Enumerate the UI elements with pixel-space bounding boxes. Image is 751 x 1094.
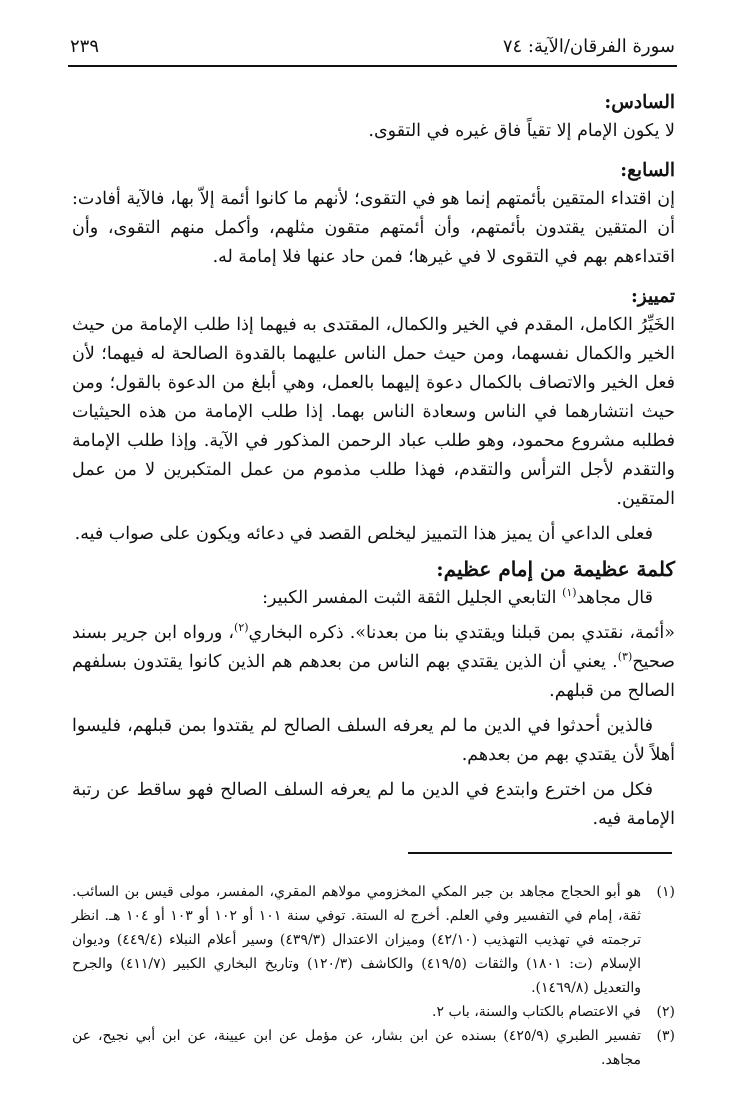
surah-verse-title: سورة الفرقان/الآية: ٧٤ [502, 36, 675, 57]
footnote-text: تفسير الطبري (٤٢٥/٩) بسنده عن ابن بشار، عن مؤمل عن ابن عيينة، عن ابن أبي نجيح، عن مجاهد. [72, 1028, 641, 1068]
footnote-number: (١) [656, 884, 675, 900]
paragraph-distinction: الخَيِّرُ الكامل، المقدم في الخير والكمال، المقتدى به فيهما إذا طلب الإمامة من حيث الخير والكمال نفسهما، ومن حيث حمل الناس عليهما بالقدوة الصالحة له فيهما؛ لأن فعل الخير والاتصاف بالكمال دعوة إليهما بالعمل، وهي أبلغ من الدعوة بالقول؛ ومن حيث انتشارهما في الناس وسعادة الناس بهما. إذا طلب الإمامة من هذه الحيثيات فطلبه مشروع محمود، وهو طلب عباد الرحمن المذكور في الآية. وإذا طلب الإمامة والتقدم لأجل الترأس والتقدم، فهذا طلب مذموم من عمل المتكبرين لا من عمل المتقين. [72, 315, 675, 509]
footnote-text: هو أبو الحجاج مجاهد بن جبر المكي المخزومي مولاهم المقري، المفسر، مولى قيس بن السائب. ثقة، إمام في التفسير وفي العلم. أخرج له الستة. توفي سنة ١٠١ أو ١٠٢ أو ١٠٣ أو ١٠٤ هـ. انظر ترجمته في تهذيب التهذيب (٤٢/١٠) وميزان الاعتدال (٤٣٩/٣) وسير أعلام النبلاء (٤٤٩/٤) وديوان الإسلام (ت: ١٨٠١) والثقات (٤١٩/٥) والكاشف (١٢٠/٣) وتاريخ البخاري الكبير (٤١١/٧) والجرح والتعديل (١٤٦٩/٨). [72, 884, 641, 996]
intro-text: قال مجاهد [576, 588, 653, 608]
footnote-ref-3: (٣) [617, 650, 633, 664]
heading-seventh: السابع: [620, 160, 675, 181]
header-divider [68, 65, 677, 67]
paragraph-conclusion: فكل من اخترع وابتدع في الدين ما لم يعرفه السلف الصالح فهو ساقط عن رتبة الإمامة فيه. [72, 780, 675, 829]
paragraph-mujahid-intro [72, 584, 675, 613]
paragraph-sixth: لا يكون الإمام إلا تقياً فاق غيره في التقوى. [368, 121, 675, 141]
main-text [72, 88, 675, 834]
footnote-ref-1: (١) [562, 586, 577, 600]
heading-great-word: كلمة عظيمة من إمام عظيم: [436, 557, 675, 581]
footnote-number: (٣) [656, 1028, 675, 1044]
footnote-item [72, 1000, 675, 1024]
quote-text-middle: ، ورواه ابن جرير بسند صحيح [72, 623, 675, 672]
paragraph-seventh: إن اقتداء المتقين بأئمتهم إنما هو في التقوى؛ لأنهم ما كانوا أئمة إلاّ بها، فالآية أفادت: أن المتقين يقتدون بأئمتهم، وأن أئمتهم متقون مثلهم، وأكمل منهم التقوى، وأن اقتداءهم بهم في التقوى لا في غيرها؛ فمن حاد عنها فلا إمامة له. [72, 189, 675, 267]
footnotes [72, 880, 675, 1072]
heading-sixth: السادس: [604, 92, 675, 113]
running-header [70, 34, 675, 64]
paragraph-distinction-conclusion: فعلى الداعي أن يميز هذا التمييز ليخلص القصد في دعائه ويكون على صواب فيه. [74, 524, 653, 544]
paragraph-mujahid-quote [72, 619, 675, 706]
footnote-ref-2: (٢) [234, 621, 249, 635]
footnote-item [72, 880, 675, 1000]
heading-distinction: تمييز: [630, 286, 675, 307]
page-number: ٢٣٩ [70, 36, 100, 57]
footnote-text: في الاعتصام بالكتاب والسنة، باب ٢. [432, 1004, 641, 1020]
footnote-divider [408, 852, 672, 854]
paragraph-innovators: فالذين أحدثوا في الدين ما لم يعرفه السلف الصالح لم يقتدوا بمن قبلهم، فليسوا أهلاً لأن يقتدي بهم من بعدهم. [72, 716, 675, 765]
quote-text-rest: . يعني أن الذين يقتدي بهم الناس من بعدهم هم الذين كانوا يقتدون بسلفهم الصالح من قبلهم. [72, 652, 675, 701]
footnote-item [72, 1024, 675, 1072]
quote-text: «أئمة، نقتدي بمن قبلنا ويقتدي بنا من بعدنا». ذكره البخاري [248, 623, 675, 643]
intro-text-rest: التابعي الجليل الثقة الثبت المفسر الكبير: [262, 588, 563, 608]
footnote-number: (٢) [656, 1004, 675, 1020]
